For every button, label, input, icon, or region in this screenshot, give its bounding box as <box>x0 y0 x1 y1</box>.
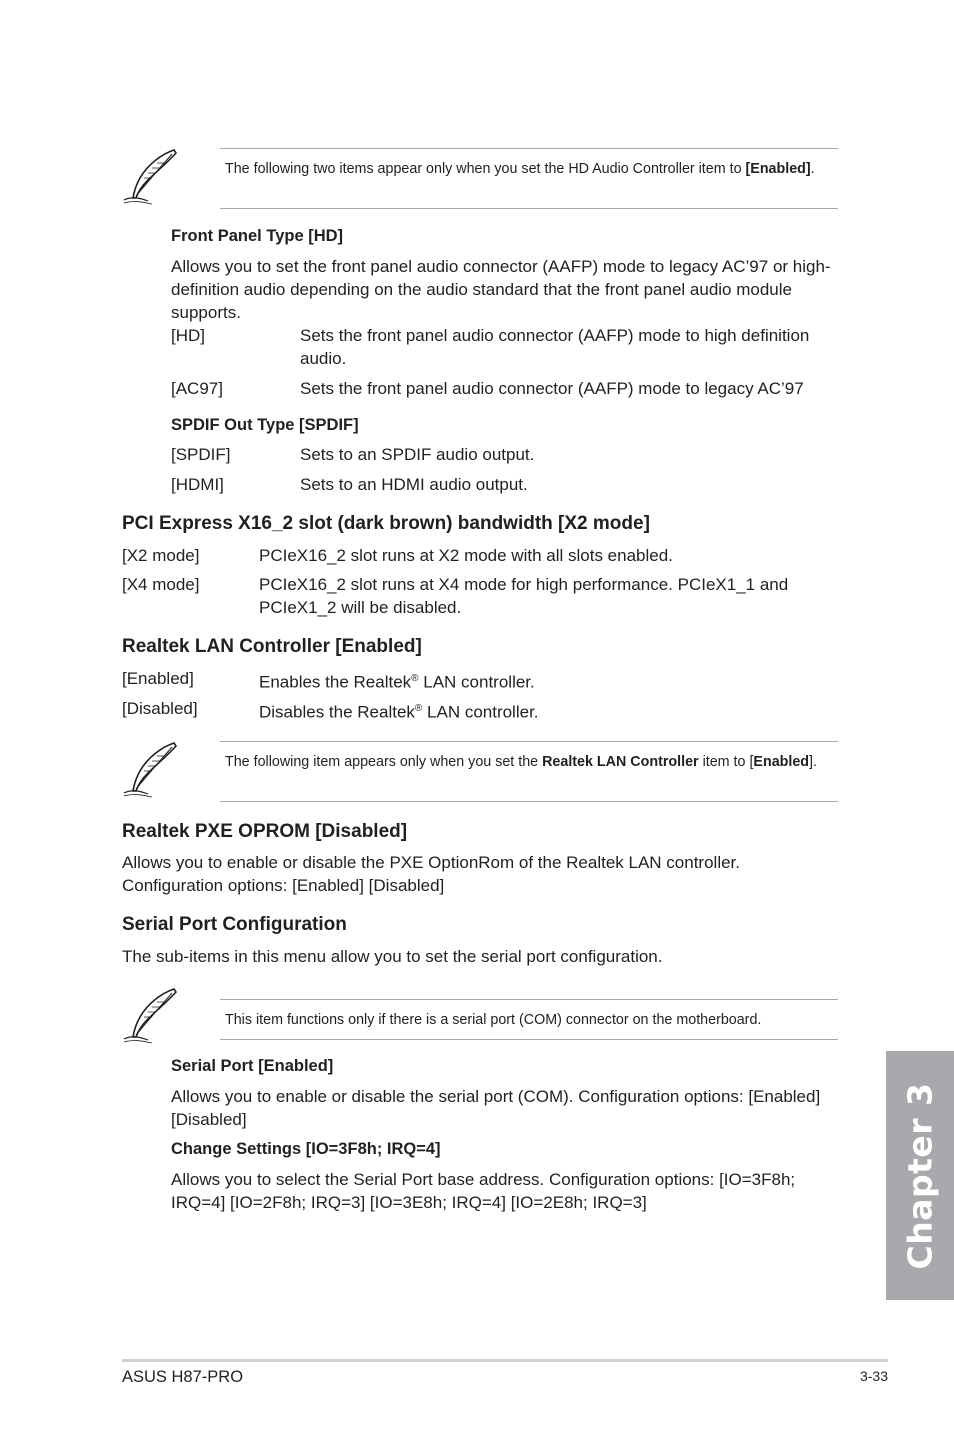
option-desc: Sets to an SPDIF audio output. <box>300 445 535 464</box>
lan-heading: Realtek LAN Controller [Enabled] <box>122 636 422 657</box>
change-settings-desc: Allows you to select the Serial Port base address. Configuration options: [IO=3F8h; IRQ=4] [IO=2F8h; IRQ=3] [IO=3E8h; IRQ=4] [IO=2E8h; IRQ=3] <box>171 1170 796 1212</box>
front-panel-heading: Front Panel Type [HD] <box>171 227 344 245</box>
note-text: The following item appears only when you set the Realtek LAN Controller item to [Enabled]. <box>225 754 817 770</box>
divider <box>220 1039 838 1040</box>
spdif-heading: SPDIF Out Type [SPDIF] <box>171 416 359 434</box>
pen-icon <box>122 741 180 799</box>
option-desc: PCIeX16_2 slot runs at X2 mode with all slots enabled. <box>259 546 673 565</box>
option-key: [HDMI] <box>171 475 224 494</box>
note-text: This item functions only if there is a serial port (COM) connector on the motherboard. <box>225 1012 762 1028</box>
option-key: [HD] <box>171 326 205 345</box>
footer-product: ASUS H87-PRO <box>122 1368 244 1386</box>
divider <box>220 801 838 802</box>
option-key: [Disabled] <box>122 699 198 718</box>
pcie-heading: PCI Express X16_2 slot (dark brown) bandwidth [X2 mode] <box>122 513 650 534</box>
footer-divider <box>122 1359 888 1362</box>
divider <box>220 148 838 149</box>
pxe-desc: Allows you to enable or disable the PXE OptionRom of the Realtek LAN controller. Configuration options: [Enabled] [Disabled] <box>122 853 741 895</box>
option-key: [SPDIF] <box>171 445 231 464</box>
page-number: 3-33 <box>859 1368 888 1384</box>
option-key: [AC97] <box>171 379 223 398</box>
option-key: [X4 mode] <box>122 575 200 594</box>
note-serial <box>122 987 838 1049</box>
divider <box>220 208 838 209</box>
pxe-heading: Realtek PXE OPROM [Disabled] <box>122 821 408 842</box>
option-desc: Sets the front panel audio connector (AAFP) mode to legacy AC’97 <box>300 379 804 398</box>
note-text: The following two items appear only when you set the HD Audio Controller item to [Enabled]. <box>225 161 815 177</box>
chapter-tab-label: Chapter 3 <box>900 1082 940 1269</box>
serial-config-desc: The sub-items in this menu allow you to set the serial port configuration. <box>122 947 663 966</box>
option-key: [X2 mode] <box>122 546 200 565</box>
pen-icon <box>122 148 180 206</box>
change-settings-heading: Change Settings [IO=3F8h; IRQ=4] <box>171 1140 441 1158</box>
serial-port-desc: Allows you to enable or disable the serial port (COM). Configuration options: [Enabled] [Disabled] <box>171 1087 821 1129</box>
divider <box>220 999 838 1000</box>
option-desc: Sets to an HDMI audio output. <box>300 475 528 494</box>
option-desc: Disables the Realtek® LAN controller. <box>259 702 539 722</box>
option-desc: Sets the front panel audio connector (AAFP) mode to high definition audio. <box>300 326 810 368</box>
divider <box>220 741 838 742</box>
note-lan <box>122 741 838 803</box>
option-desc: PCIeX16_2 slot runs at X4 mode for high performance. PCIeX1_1 and PCIeX1_2 will be disabled. <box>259 575 789 617</box>
serial-config-heading: Serial Port Configuration <box>122 914 347 935</box>
pen-icon <box>122 987 180 1045</box>
chapter-tab <box>886 1051 954 1300</box>
option-desc: Enables the Realtek® LAN controller. <box>259 672 535 692</box>
front-panel-desc: Allows you to set the front panel audio connector (AAFP) mode to legacy AC’97 or high-definition audio depending on the audio standard that the front panel audio module supports. <box>171 257 831 322</box>
note-hd-audio <box>122 148 838 210</box>
option-key: [Enabled] <box>122 669 194 688</box>
serial-port-heading: Serial Port [Enabled] <box>171 1057 334 1075</box>
